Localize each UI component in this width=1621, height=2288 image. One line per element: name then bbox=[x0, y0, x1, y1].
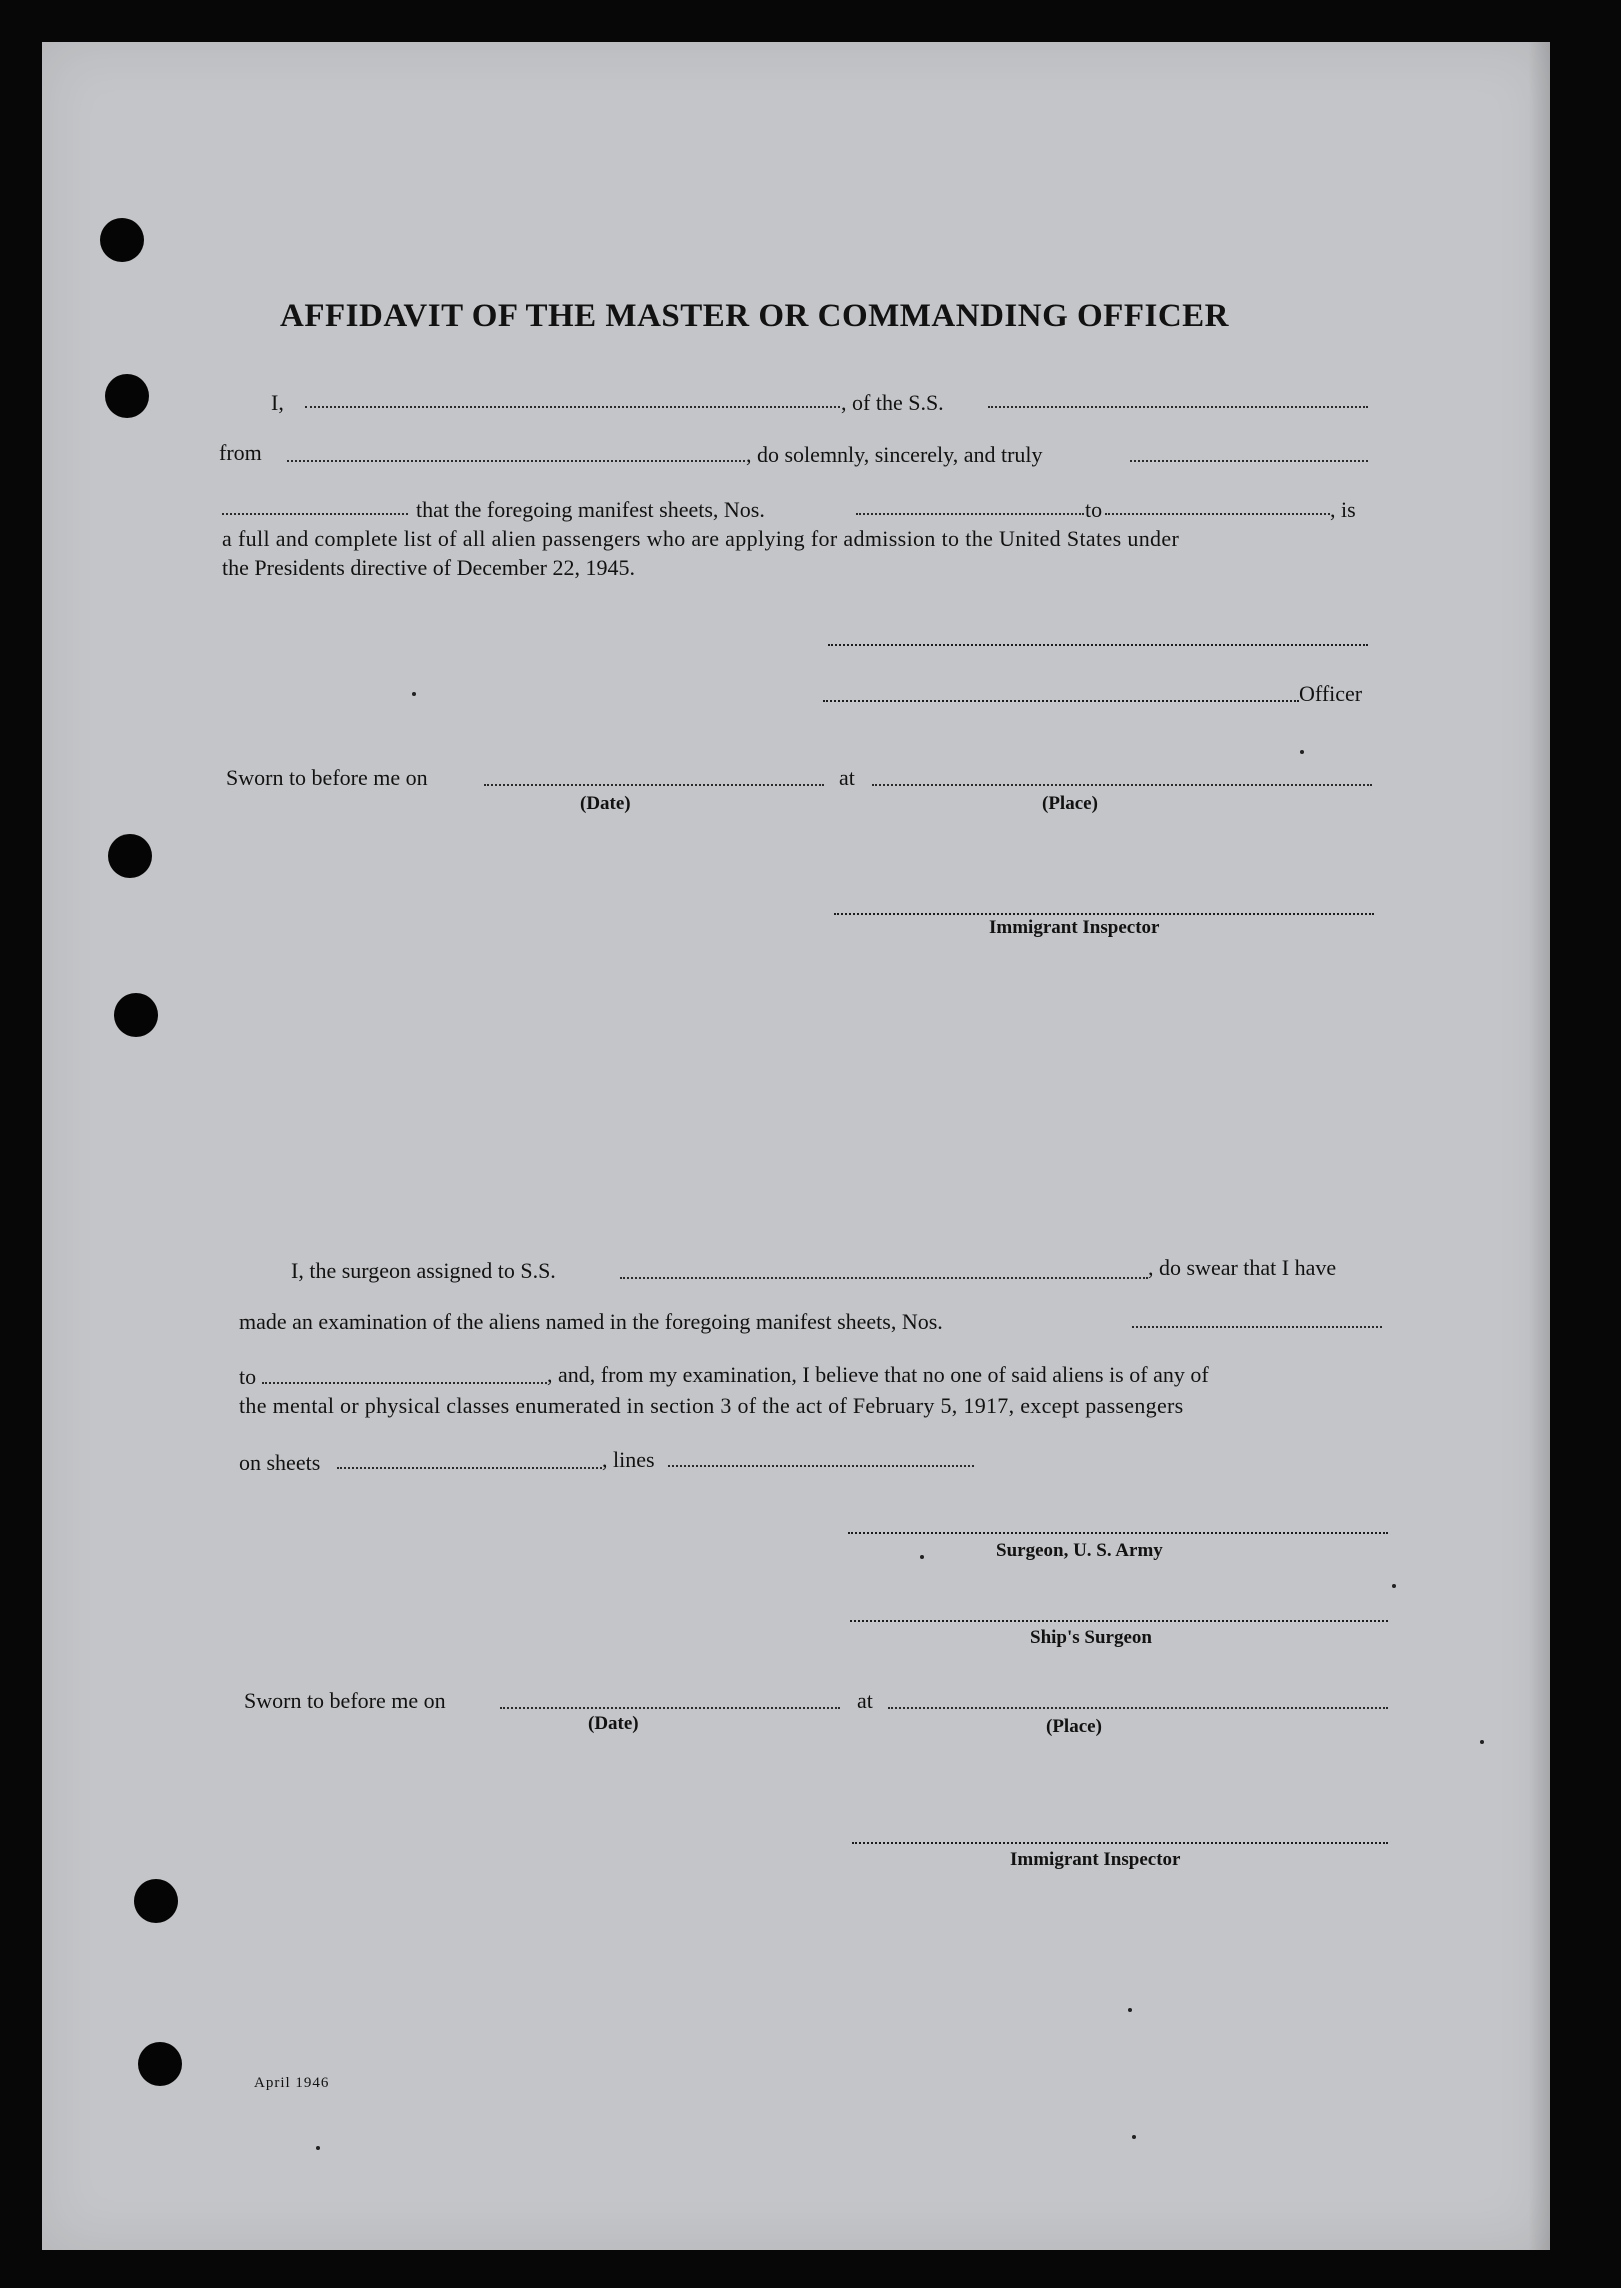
master-place-caption: (Place) bbox=[1042, 793, 1098, 814]
punch-hole-4 bbox=[114, 993, 158, 1037]
surgeon-inspector-signature-line[interactable] bbox=[852, 1842, 1388, 1844]
master-sworn-date-field[interactable] bbox=[484, 784, 824, 786]
scan-speck bbox=[412, 692, 416, 696]
surgeon-date-caption: (Date) bbox=[588, 1713, 639, 1734]
foregoing-label: that the foregoing manifest sheets, Nos. bbox=[416, 497, 765, 522]
scan-speck bbox=[316, 2146, 320, 2150]
from-field[interactable] bbox=[287, 460, 745, 462]
punch-hole-6 bbox=[138, 2042, 182, 2086]
master-inspector-signature-line[interactable] bbox=[834, 913, 1374, 915]
master-of-ss-label: , of the S.S. bbox=[841, 390, 944, 415]
surgeon-at-label: at bbox=[857, 1688, 873, 1713]
master-inspector-caption: Immigrant Inspector bbox=[989, 917, 1160, 938]
surgeon-place-caption: (Place) bbox=[1046, 1716, 1102, 1737]
is-label: , is bbox=[1330, 497, 1356, 522]
surgeon-assigned-label: I, the surgeon assigned to S.S. bbox=[291, 1258, 556, 1283]
punch-hole-2 bbox=[105, 374, 149, 418]
from-label: from bbox=[219, 440, 262, 465]
surgeon-to-label: to bbox=[239, 1364, 257, 1389]
oath-continuation-field[interactable] bbox=[222, 513, 408, 515]
surgeon-sworn-place-field[interactable] bbox=[888, 1707, 1388, 1709]
surgeon-swear-label: , do swear that I have bbox=[1148, 1255, 1337, 1280]
scan-speck bbox=[1392, 1584, 1396, 1588]
form-title: AFFIDAVIT OF THE MASTER OR COMMANDING OFFICER bbox=[280, 298, 1229, 334]
scan-speck bbox=[1300, 750, 1304, 754]
document-page bbox=[42, 42, 1550, 2250]
punch-hole-5 bbox=[134, 1879, 178, 1923]
surgeon-sheet-from-field[interactable] bbox=[1132, 1326, 1382, 1328]
sheet-to-field[interactable] bbox=[1105, 513, 1330, 515]
ships-surgeon-signature-line[interactable] bbox=[850, 1620, 1388, 1622]
to-label: to bbox=[1085, 497, 1103, 522]
surgeon-believe-label: , and, from my examination, I believe that no one of said aliens is of any of bbox=[547, 1362, 1209, 1387]
surgeon-classes-label: the mental or physical classes enumerated in section 3 of the act of February 5, 1917, except passengers bbox=[239, 1393, 1184, 1418]
surgeon-sworn-label: Sworn to before me on bbox=[244, 1688, 446, 1713]
master-body-line2: a full and complete list of all alien passengers who are applying for admission to the United States under bbox=[222, 526, 1180, 551]
surgeon-ship-field[interactable] bbox=[620, 1277, 1148, 1279]
master-sworn-place-field[interactable] bbox=[872, 784, 1372, 786]
master-i-label: I, bbox=[271, 390, 284, 415]
army-surgeon-caption: Surgeon, U. S. Army bbox=[996, 1540, 1163, 1561]
master-at-label: at bbox=[839, 765, 855, 790]
officer-title-line[interactable] bbox=[823, 700, 1299, 702]
punch-hole-3 bbox=[108, 834, 152, 878]
master-name-field[interactable] bbox=[305, 406, 840, 408]
surgeon-sheet-to-field[interactable] bbox=[262, 1382, 547, 1384]
surgeon-lines-field[interactable] bbox=[668, 1465, 974, 1467]
scan-speck bbox=[1128, 2008, 1132, 2012]
ships-surgeon-caption: Ship's Surgeon bbox=[1030, 1627, 1152, 1648]
form-revision-date: April 1946 bbox=[254, 2075, 330, 2091]
solemnly-label: , do solemnly, sincerely, and truly bbox=[746, 442, 1043, 467]
scan-speck bbox=[1480, 1740, 1484, 1744]
punch-hole-1 bbox=[100, 218, 144, 262]
oath-field[interactable] bbox=[1130, 460, 1368, 462]
master-date-caption: (Date) bbox=[580, 793, 631, 814]
surgeon-sworn-date-field[interactable] bbox=[500, 1707, 840, 1709]
surgeon-inspector-caption: Immigrant Inspector bbox=[1010, 1849, 1181, 1870]
scan-speck bbox=[920, 1555, 924, 1559]
army-surgeon-signature-line[interactable] bbox=[848, 1532, 1388, 1534]
master-body-line3: the Presidents directive of December 22, 1945. bbox=[222, 555, 635, 580]
officer-label: Officer bbox=[1299, 681, 1363, 706]
master-signature-line[interactable] bbox=[828, 644, 1368, 646]
surgeon-examination-label: made an examination of the aliens named in the foregoing manifest sheets, Nos. bbox=[239, 1309, 943, 1334]
ship-name-field[interactable] bbox=[988, 406, 1368, 408]
page-edge-shadow bbox=[1528, 42, 1550, 2250]
surgeon-on-sheets-field[interactable] bbox=[337, 1467, 602, 1469]
sheet-from-field[interactable] bbox=[856, 513, 1084, 515]
surgeon-on-sheets-label: on sheets bbox=[239, 1450, 321, 1475]
surgeon-lines-label: , lines bbox=[602, 1447, 655, 1472]
scan-speck bbox=[1132, 2135, 1136, 2139]
master-sworn-label: Sworn to before me on bbox=[226, 765, 428, 790]
